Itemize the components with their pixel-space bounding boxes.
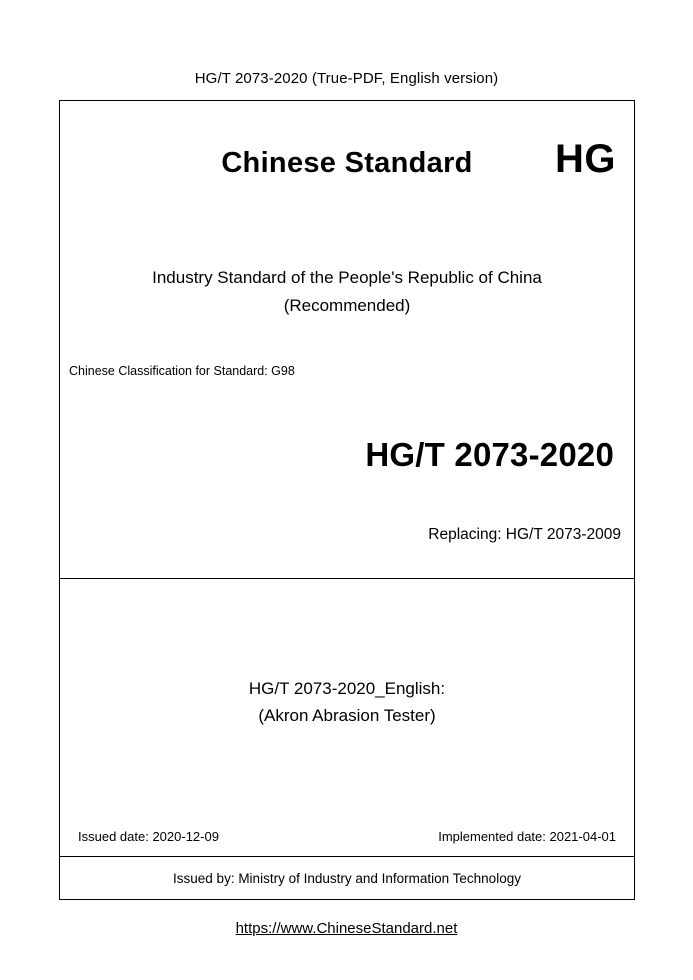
english-title-line-1: HG/T 2073-2020_English: [248,679,446,698]
hg-logo: HG [555,137,616,181]
cover-top-section [60,101,634,579]
english-title-line-2: (Akron Abrasion Tester) [258,706,436,725]
standard-number: HG/T 2073-2020 [365,436,614,473]
classification-line: Chinese Classification for Standard: G98 [69,364,295,378]
implemented-date: Implemented date: 2021-04-01 [438,829,616,844]
main-title: Chinese Standard [221,147,473,179]
english-title-block [60,579,634,729]
document-header-line: HG/T 2073-2020 (True-PDF, English version) [194,70,499,87]
website-link[interactable]: https://www.ChineseStandard.net [235,920,458,937]
industry-standard-line-2: (Recommended) [283,296,411,315]
issued-by-section [60,857,634,899]
issued-date: Issued date: 2020-12-09 [78,829,219,844]
cover-middle-section [60,579,634,857]
cover-box [59,100,635,900]
issued-by-text: Issued by: Ministry of Industry and Information Technology [173,870,521,886]
dates-row [60,829,634,844]
industry-standard-line-1: Industry Standard of the People's Republic of China [152,268,542,287]
replacing-line: Replacing: HG/T 2073-2009 [428,526,621,543]
title-row [60,101,634,211]
industry-standard-line [60,264,634,320]
